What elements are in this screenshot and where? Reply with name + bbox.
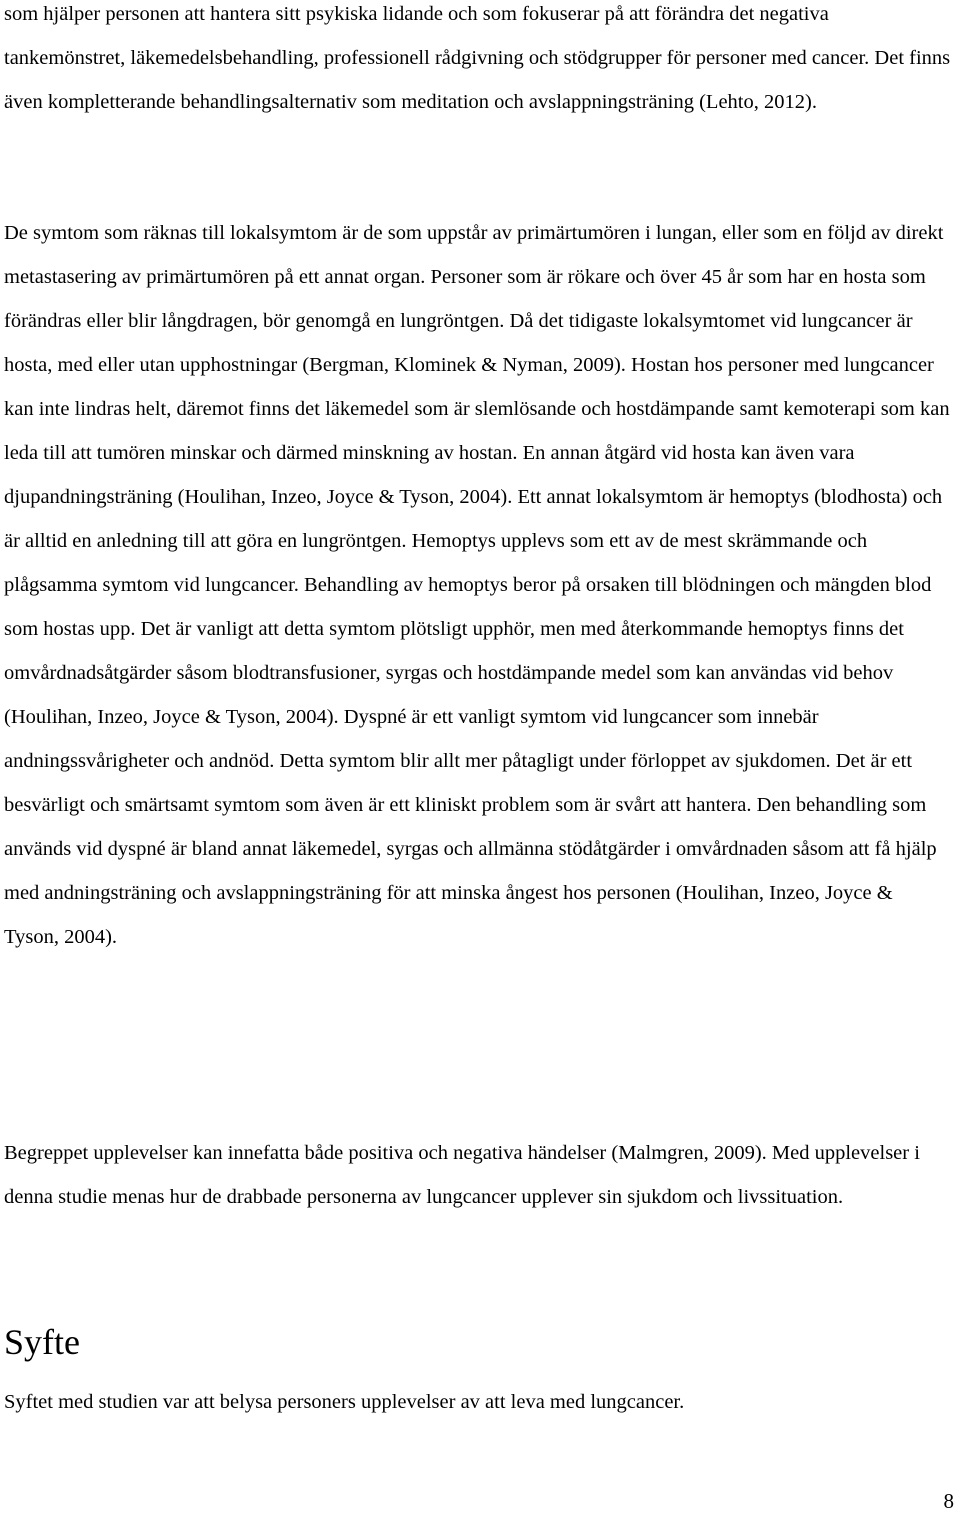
section-heading-syfte: Syfte xyxy=(4,1322,80,1362)
paragraph-psychological-treatment: som hjälper personen att hantera sitt psykiska lidande och som fokuserar på att förändra det negativa tankemönstret, läkemedelsbehandling, professionell rådgivning och stödgrupper för personer med cancer. Det finns även kompletterande behandlingsalternativ som meditation och avslappningsträning (Lehto, 2012). xyxy=(4,3,951,113)
paragraph-experiences-definition: Begreppet upplevelser kan innefatta både positiva och negativa händelser (Malmgren, 2009). Med upplevelser i denna studie menas hur de drabbade personerna av lungcancer upplever sin sjukdom och livssituation. xyxy=(4,1142,920,1208)
paragraph-purpose: Syftet med studien var att belysa personers upplevelser av att leva med lungcancer. xyxy=(4,1391,685,1413)
paragraph-local-symptoms: De symtom som räknas till lokalsymtom är de som uppstår av primärtumören i lungan, eller som en följd av direkt metastasering av primärtumören på ett annat organ. Personer som är rökare och över 45 år som har en hosta som förändras eller blir långdragen, bör genomgå en lungröntgen. Då det tidigaste lokalsymtomet vid lungcancer är hosta, med eller utan upphostningar (Bergman, Klominek & Nyman, 2009). Hostan hos personer med lungcancer kan inte lindras helt, däremot finns det läkemedel som är slemlösande och hostdämpande samt kemoterapi som kan leda till att tumören minskar och därmed minskning av hostan. En annan åtgärd vid hosta kan även vara djupandningsträning (Houlihan, Inzeo, Joyce & Tyson, 2004). Ett annat lokalsymtom är hemoptys (blodhosta) och är alltid en anledning till att göra en lungröntgen. Hemoptys upplevs som ett av de mest skrämmande och plågsamma symtom vid lungcancer. Behandling av hemoptys beror på orsaken till blödningen och mängden blod som hostas upp. Det är vanligt att detta symtom plötsligt upphör, men med återkommande hemoptys finns det omvårdnadsåtgärder såsom blodtransfusioner, syrgas och hostdämpande medel som kan användas vid behov (Houlihan, Inzeo, Joyce & Tyson, 2004). Dyspné är ett vanligt symtom vid lungcancer som innebär andningssvårigheter och andnöd. Detta symtom blir allt mer påtagligt under förloppet av sjukdomen. Det är ett besvärligt och smärtsamt symtom som även är ett kliniskt problem som är svårt att hantera. Den behandling som används vid dyspné är bland annat läkemedel, syrgas och allmänna stödåtgärder i omvårdnaden såsom att få hjälp med andningsträning och avslappningsträning för att minska ångest hos personen (Houlihan, Inzeo, Joyce & Tyson, 2004). xyxy=(4,222,950,948)
page-number: 8 xyxy=(943,1489,954,1513)
